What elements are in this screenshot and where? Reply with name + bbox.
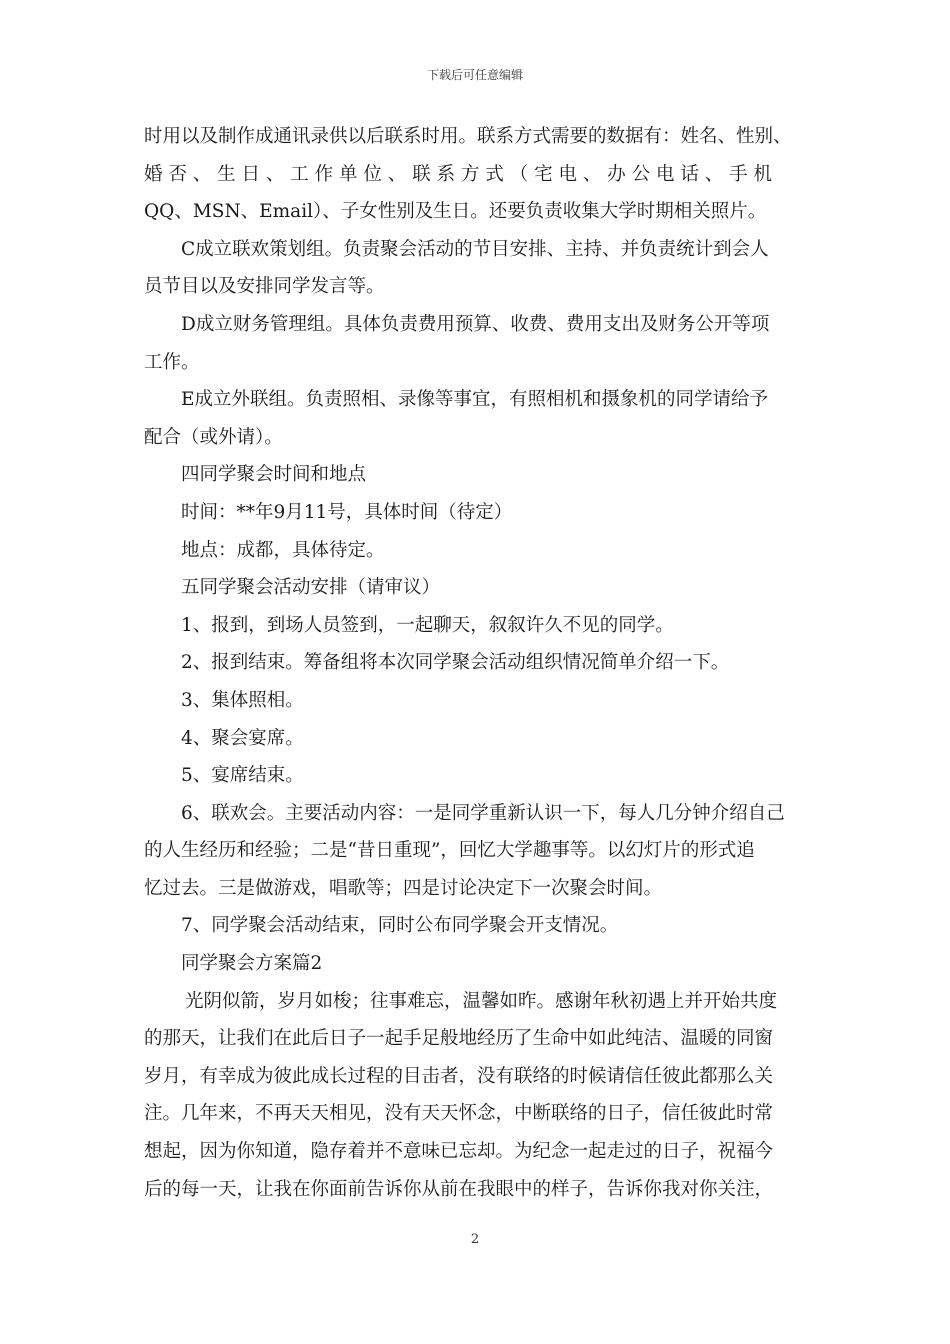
list-item: 4、聚会宴席。 — [181, 727, 304, 749]
text-line: 忆过去。三是做游戏，唱歌等；四是讨论决定下一次聚会时间。 — [144, 877, 663, 899]
section-heading: 四同学聚会时间和地点 — [181, 464, 367, 486]
page-header: 下载后可任意编辑 — [426, 68, 523, 82]
text-line: 想起，因为你知道，隐存着并不意味已忘却。为纪念一起走过的日子，祝福今 — [144, 1141, 774, 1163]
text-line: 的那天，让我们在此后日子一起手足般地经历了生命中如此纯洁、温暖的同窗 — [144, 1028, 774, 1050]
text-line: 地点：成都，具体待定。 — [181, 539, 385, 561]
text-line: C成立联欢策划组。负责聚会活动的节目安排、主持、并负责统计到会人 — [181, 238, 769, 260]
section-heading: 同学聚会方案篇2 — [181, 953, 323, 975]
text-line: 时间：**年9月11号，具体时间（待定） — [181, 501, 513, 523]
text-line: 岁月，有幸成为彼此成长过程的目击者，没有联络的时候请信任彼此都那么关 — [144, 1065, 774, 1087]
list-item: 1、报到，到场人员签到，一起聊天，叙叙许久不见的同学。 — [181, 614, 674, 636]
section-heading: 五同学聚会活动安排（请审议） — [181, 577, 441, 599]
text-line: QQ、MSN、Email）、子女性别及生日。还要负责收集大学时期相关照片。 — [144, 201, 767, 223]
text-line: 后的每一天，让我在你面前告诉你从前在我眼中的样子，告诉你我对你关注， — [144, 1178, 774, 1200]
text-line: E成立外联组。负责照相、录像等事宜，有照相机和摄象机的同学请给予 — [181, 389, 769, 411]
document-body — [144, 118, 804, 1208]
text-line: 员节目以及安排同学发言等。 — [144, 276, 385, 298]
text-line: 时用以及制作成通讯录供以后联系时用。联系方式需要的数据有：姓名、性别、 — [144, 126, 792, 147]
text-line: 婚 否 、 生 日 、 工 作 单 位 、 联 系 方 式 （ 宅 电 、 办 公 电 话 、 手 机 — [144, 163, 773, 185]
list-item: 6、联欢会。主要活动内容：一是同学重新认识一下，每人几分钟介绍自己 — [181, 802, 785, 824]
text-line: 光阴似箭，岁月如梭；往事难忘，温馨如昨。感谢年秋初遇上并开始共度 — [185, 990, 778, 1012]
text-line: 工作。 — [144, 351, 200, 373]
list-item: 2、报到结束。筹备组将本次同学聚会活动组织情况简单介绍一下。 — [181, 652, 730, 674]
text-line: D成立财务管理组。具体负责费用预算、收费、费用支出及财务公开等项 — [181, 313, 770, 335]
page-number: 2 — [470, 1232, 480, 1247]
list-item: 3、集体照相。 — [181, 689, 304, 711]
list-item: 5、宴席结束。 — [181, 765, 304, 787]
text-line: 配合（或外请）。 — [144, 426, 283, 448]
text-line: 的人生经历和经验；二是“昔日重现”，回忆大学趣事等。以幻灯片的形式追 — [144, 840, 755, 862]
text-line: 注。几年来，不再天天相见，没有天天怀念，中断联络的日子，信任彼此时常 — [144, 1103, 774, 1125]
list-item: 7、同学聚会活动结束，同时公布同学聚会开支情况。 — [181, 915, 619, 937]
